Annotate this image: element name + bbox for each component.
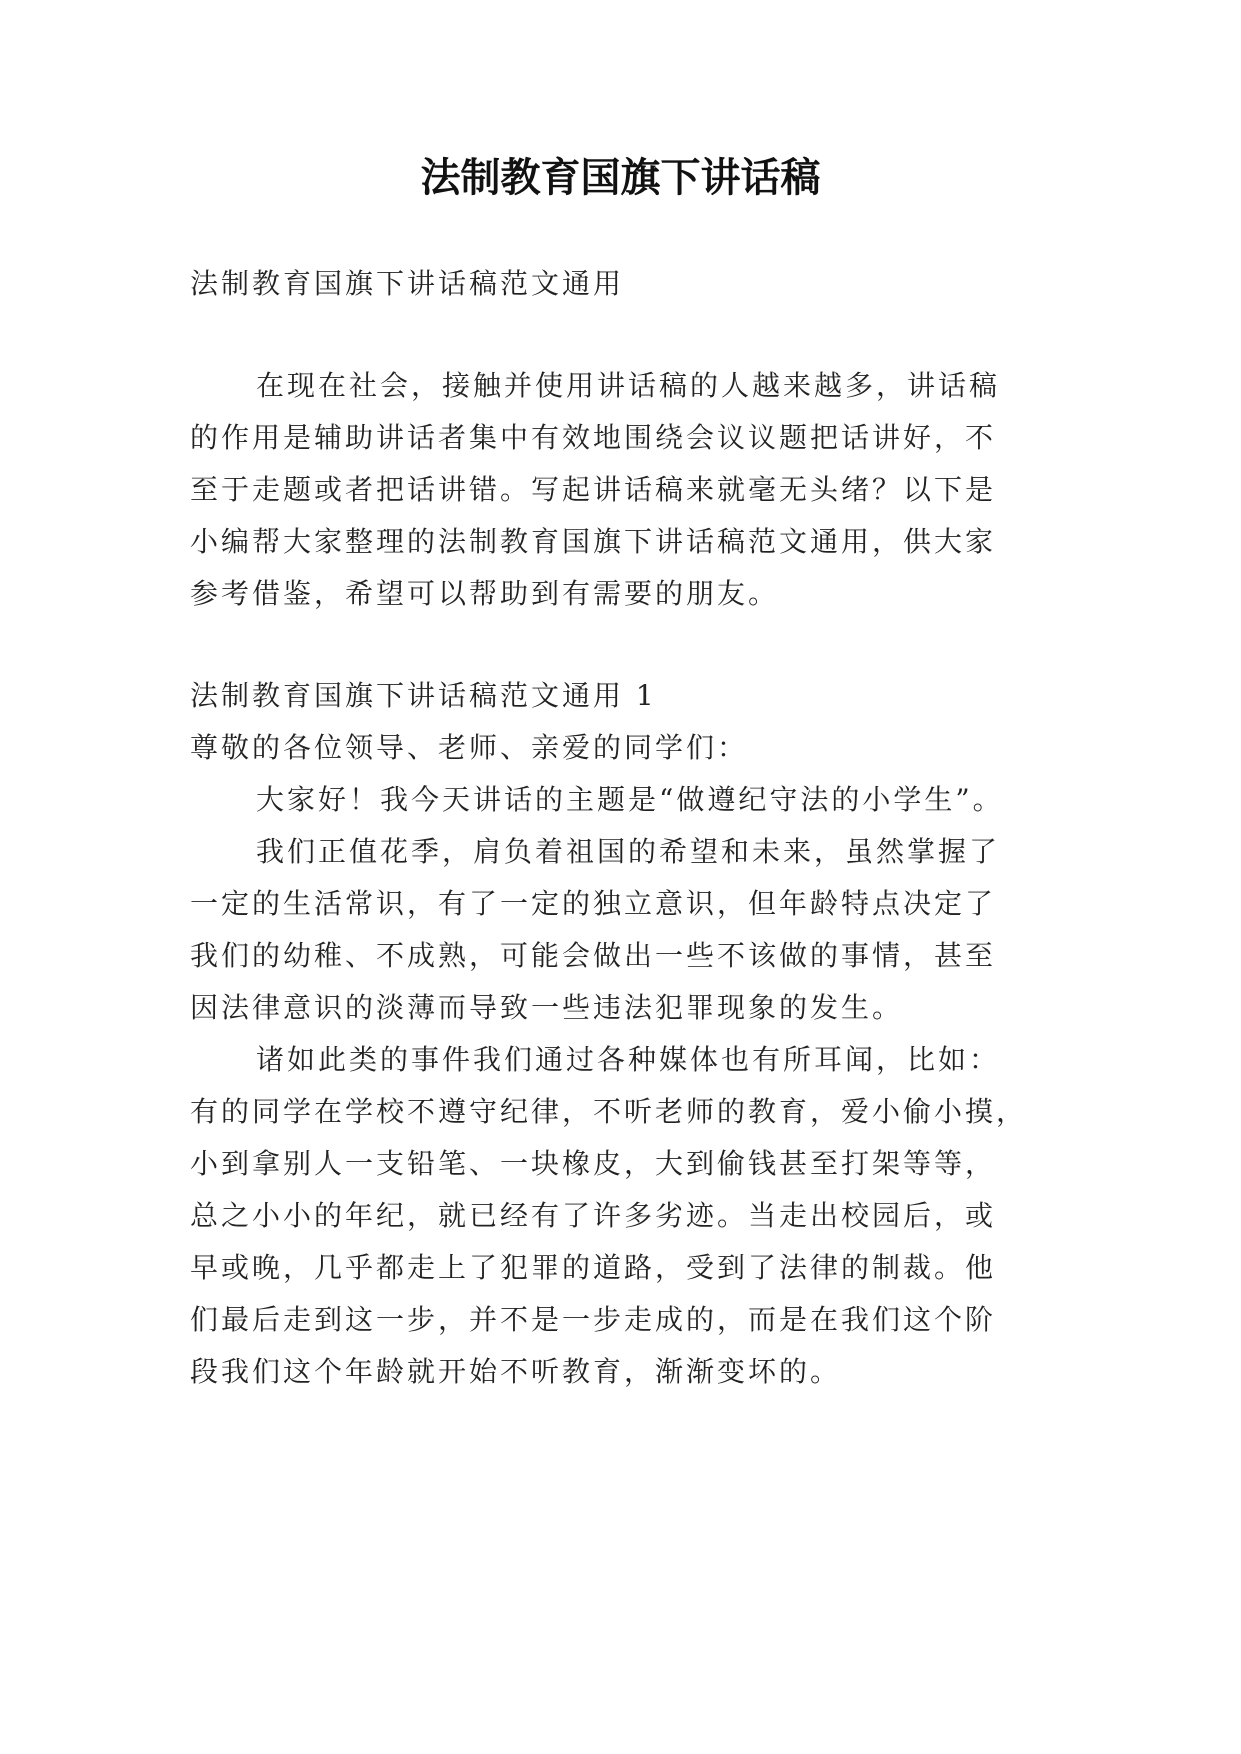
greeting: 大家好！我今天讲话的主题是“做遵纪守法的小学生”。 [256, 783, 1004, 816]
paragraph-line: 我们正值花季，肩负着祖国的希望和未来，虽然掌握了 [256, 835, 1001, 868]
paragraph-line: 段我们这个年龄就开始不听教育，渐渐变坏的。 [190, 1355, 842, 1388]
intro-line: 的作用是辅助讲话者集中有效地围绕会议议题把话讲好，不 [190, 421, 997, 454]
section-heading: 法制教育国旗下讲话稿范文通用 1 [190, 679, 657, 712]
document-title: 法制教育国旗下讲话稿 [420, 155, 821, 201]
intro-line: 小编帮大家整理的法制教育国旗下讲话稿范文通用，供大家 [190, 525, 997, 558]
paragraph-line: 总之小小的年纪，就已经有了许多劣迹。当走出校园后，或 [190, 1199, 997, 1232]
paragraph-line: 们最后走到这一步，并不是一步走成的，而是在我们这个阶 [190, 1303, 997, 1336]
intro-line: 至于走题或者把话讲错。写起讲话稿来就毫无头绪？以下是 [190, 473, 997, 506]
intro-line: 在现在社会，接触并使用讲话稿的人越来越多，讲话稿 [256, 369, 1001, 402]
paragraph-line: 我们的幼稚、不成熟，可能会做出一些不该做的事情，甚至 [190, 939, 997, 972]
paragraph-line: 有的同学在学校不遵守纪律，不听老师的教育，爱小偷小摸， [190, 1095, 1028, 1128]
intro-line: 参考借鉴，希望可以帮助到有需要的朋友。 [190, 577, 780, 610]
paragraph-line: 一定的生活常识，有了一定的独立意识，但年龄特点决定了 [190, 887, 997, 920]
document-subtitle: 法制教育国旗下讲话稿范文通用 [190, 267, 625, 300]
paragraph-line: 早或晚，几乎都走上了犯罪的道路，受到了法律的制裁。他 [190, 1251, 997, 1284]
salutation: 尊敬的各位领导、老师、亲爱的同学们： [190, 731, 749, 764]
paragraph-line: 诸如此类的事件我们通过各种媒体也有所耳闻，比如： [256, 1043, 1001, 1076]
paragraph-line: 因法律意识的淡薄而导致一些违法犯罪现象的发生。 [190, 991, 904, 1024]
paragraph-line: 小到拿别人一支铅笔、一块橡皮，大到偷钱甚至打架等等， [190, 1147, 997, 1180]
